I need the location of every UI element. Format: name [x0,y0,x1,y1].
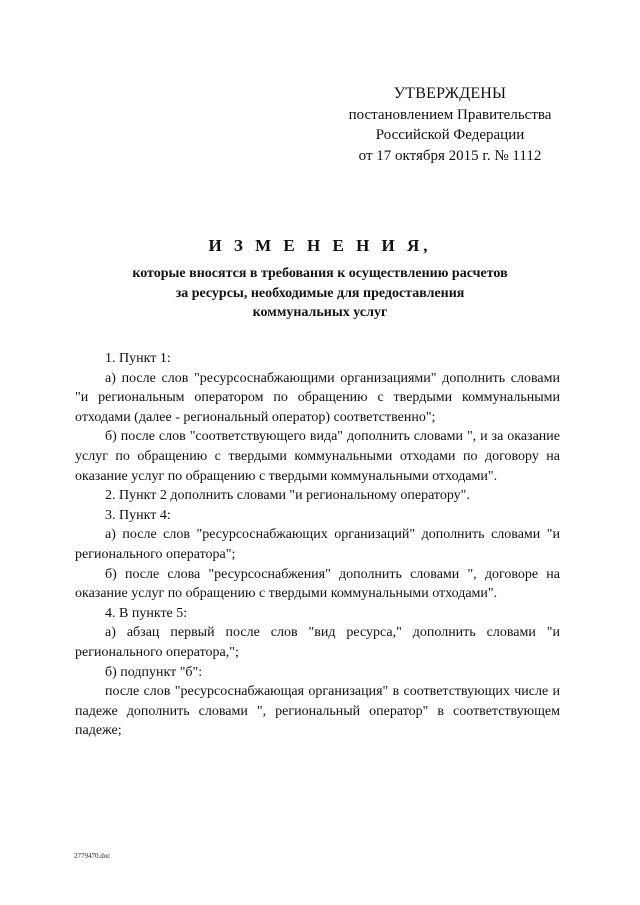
document-body [75,349,560,741]
paragraph: а) после слов "ресурсоснабжающих организаций" дополнить словами "и регионального оператора"; [75,527,560,562]
approval-line-2: Российской Федерации [375,127,525,143]
paragraph: б) после слова "ресурсоснабжения" дополнить словами ", договоре на оказание услуг по обращению с твердыми коммунальными отходами". [75,566,560,602]
paragraph: 1. Пункт 1: [105,351,171,366]
paragraph: после слов "ресурсоснабжающая организация" в соответствующих числе и падеже дополнить словами ", региональный оператор" в соответствующем падеже; [75,684,560,739]
document-subtitle-line-1: которые вносятся в требования к осуществлению расчетов [132,266,508,281]
paragraph: а) после слов "ресурсоснабжающими организациями" дополнить словами "и региональным оператором по обращению с твердыми коммунальными отходами (далее - региональный оператор) соответственно"; [75,370,560,425]
approval-line-1: постановлением Правительства [348,106,552,123]
approval-title: УТВЕРЖДЕНЫ [393,85,507,102]
footer-filename: 2779470.doc [74,852,111,860]
paragraph: 2. Пункт 2 дополнить словами "и региональному оператору". [105,488,470,504]
document-heading [70,236,570,323]
paragraph: б) после слов "соответствующего вида" дополнить словами ", и за оказание услуг по обращению с твердыми коммунальными отходами по договору на оказание услуг по обращению с твердыми коммунальными отходами". [75,429,560,484]
document-subtitle-line-3: коммунальных услуг [252,305,388,320]
document-title: И З М Е Н Е Н И Я, [208,236,432,255]
approval-stamp [330,84,570,166]
approval-line-3: от 17 октября 2015 г. № 1112 [358,147,542,164]
paragraph: 4. В пункте 5: [105,605,188,621]
paragraph: а) абзац первый после слов "вид ресурса," дополнить словами "и регионального оператора,"; [75,625,560,660]
document-subtitle-line-2: за ресурсы, необходимые для предоставления [175,285,465,301]
paragraph: 3. Пункт 4: [105,507,171,523]
paragraph: б) подпункт "б": [105,664,203,680]
